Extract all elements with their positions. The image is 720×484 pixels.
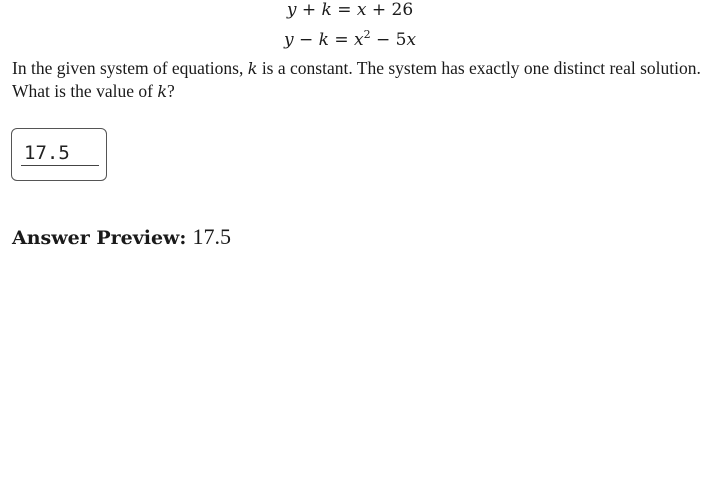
constant: 26: [391, 0, 414, 20]
question-part: In the given system of equations,: [12, 58, 248, 78]
equation-system: [0, 0, 700, 60]
variable-y: y: [286, 0, 297, 20]
answer-preview-value: 17.5: [192, 224, 231, 249]
question-part: is a constant. The system has exactly one distinct real solution. What is the value of: [12, 58, 701, 101]
variable-x: x: [356, 0, 367, 20]
answer-preview-label: Answer Preview:: [12, 227, 187, 249]
coefficient: 5: [395, 30, 407, 50]
operator: −: [293, 30, 319, 50]
equals-sign: =: [331, 0, 357, 20]
equation-1: [0, 0, 700, 30]
equation-2: [0, 30, 700, 60]
operator: +: [296, 0, 322, 20]
variable-k: k: [247, 59, 258, 78]
variable-y: y: [283, 30, 294, 50]
answer-box: [11, 128, 107, 181]
exponent: 2: [363, 28, 371, 41]
operator: +: [366, 0, 392, 20]
answer-input[interactable]: [21, 140, 99, 166]
variable-k: k: [318, 30, 329, 50]
variable-x: x: [353, 30, 364, 50]
variable-x: x: [406, 30, 417, 50]
question-text: [12, 57, 702, 103]
answer-preview: [12, 223, 231, 252]
variable-k: k: [157, 82, 168, 101]
operator: −: [370, 30, 396, 50]
question-part: ?: [167, 81, 175, 101]
equals-sign: =: [328, 30, 354, 50]
variable-k: k: [321, 0, 332, 20]
